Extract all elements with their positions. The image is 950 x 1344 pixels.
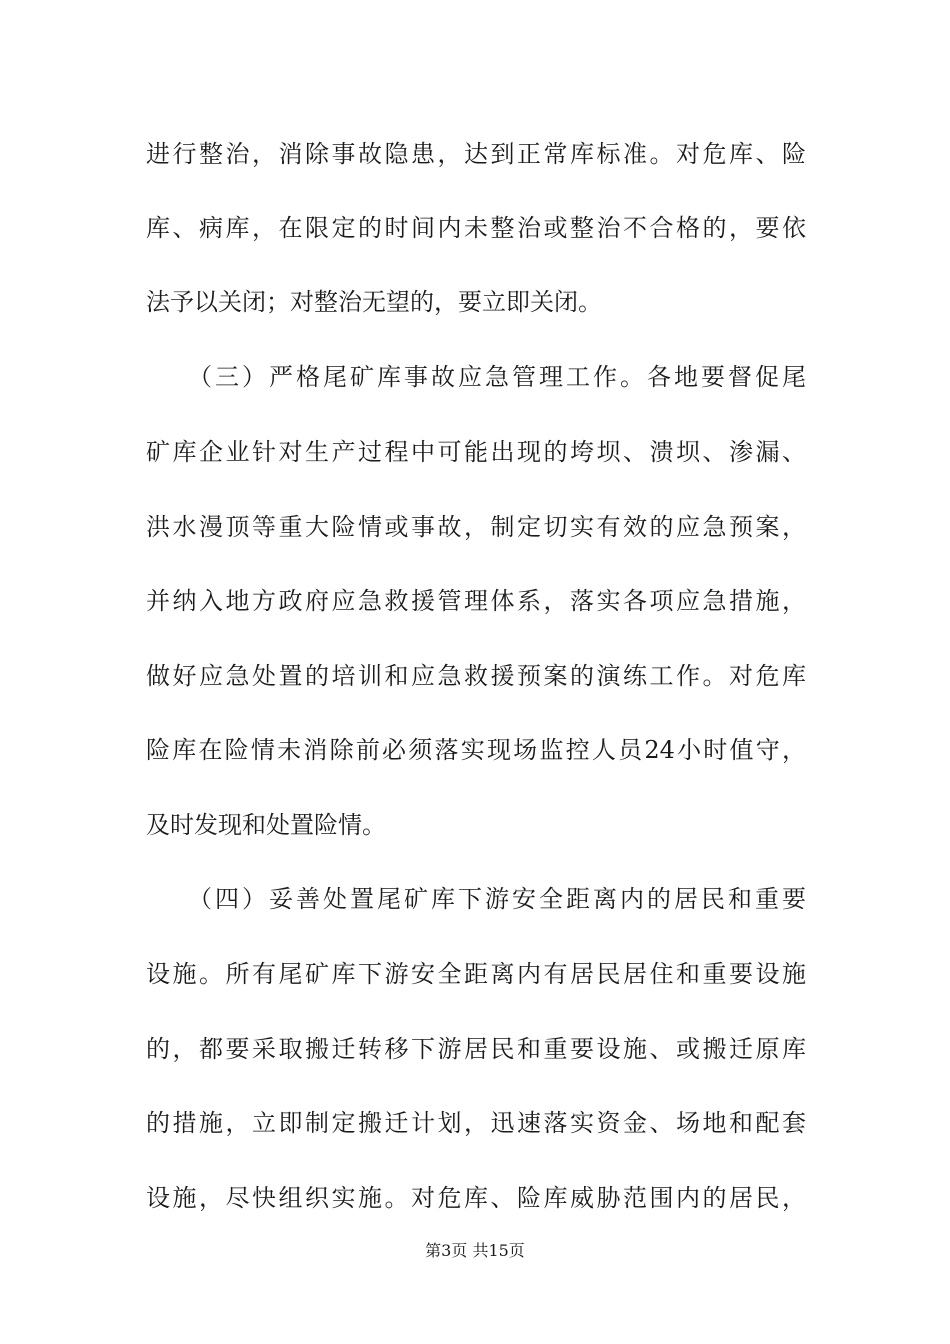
text-line: （三）严格尾矿库事故应急管理工作。各地要督促尾 [146, 363, 806, 391]
text-line: 险库在险情未消除前必须落实现场监控人员24小时值守， [146, 736, 806, 764]
text-line: 及时发现和处置险情。 [146, 811, 386, 839]
text-line: 的，都要采取搬迁转移下游居民和重要设施、或搬迁原库 [146, 1035, 806, 1063]
page-number-footer: 第3页 共15页 [425, 1241, 525, 1260]
text-line: 进行整治，消除事故隐患，达到正常库标准。对危库、险 [146, 140, 806, 168]
text-line: 并纳入地方政府应急救援管理体系，落实各项应急措施， [146, 587, 806, 615]
text-line: 设施，尽快组织实施。对危库、险库威胁范围内的居民， [146, 1184, 806, 1212]
text-line: 设施。所有尾矿库下游安全距离内有居民居住和重要设施 [146, 960, 806, 988]
text-line: 的措施，立即制定搬迁计划，迅速落实资金、场地和配套 [146, 1109, 806, 1137]
text-line: 库、病库，在限定的时间内未整治或整治不合格的，要依 [146, 214, 806, 242]
text-line: 矿库企业针对生产过程中可能出现的垮坝、溃坝、渗漏、 [146, 438, 806, 466]
text-line: 洪水漫顶等重大险情或事故，制定切实有效的应急预案， [146, 513, 806, 541]
text-line: （四）妥善处置尾矿库下游安全距离内的居民和重要 [146, 885, 806, 913]
text-line: 做好应急处置的培训和应急救援预案的演练工作。对危库 [146, 662, 806, 690]
text-line: 法予以关闭；对整治无望的，要立即关闭。 [146, 288, 602, 316]
